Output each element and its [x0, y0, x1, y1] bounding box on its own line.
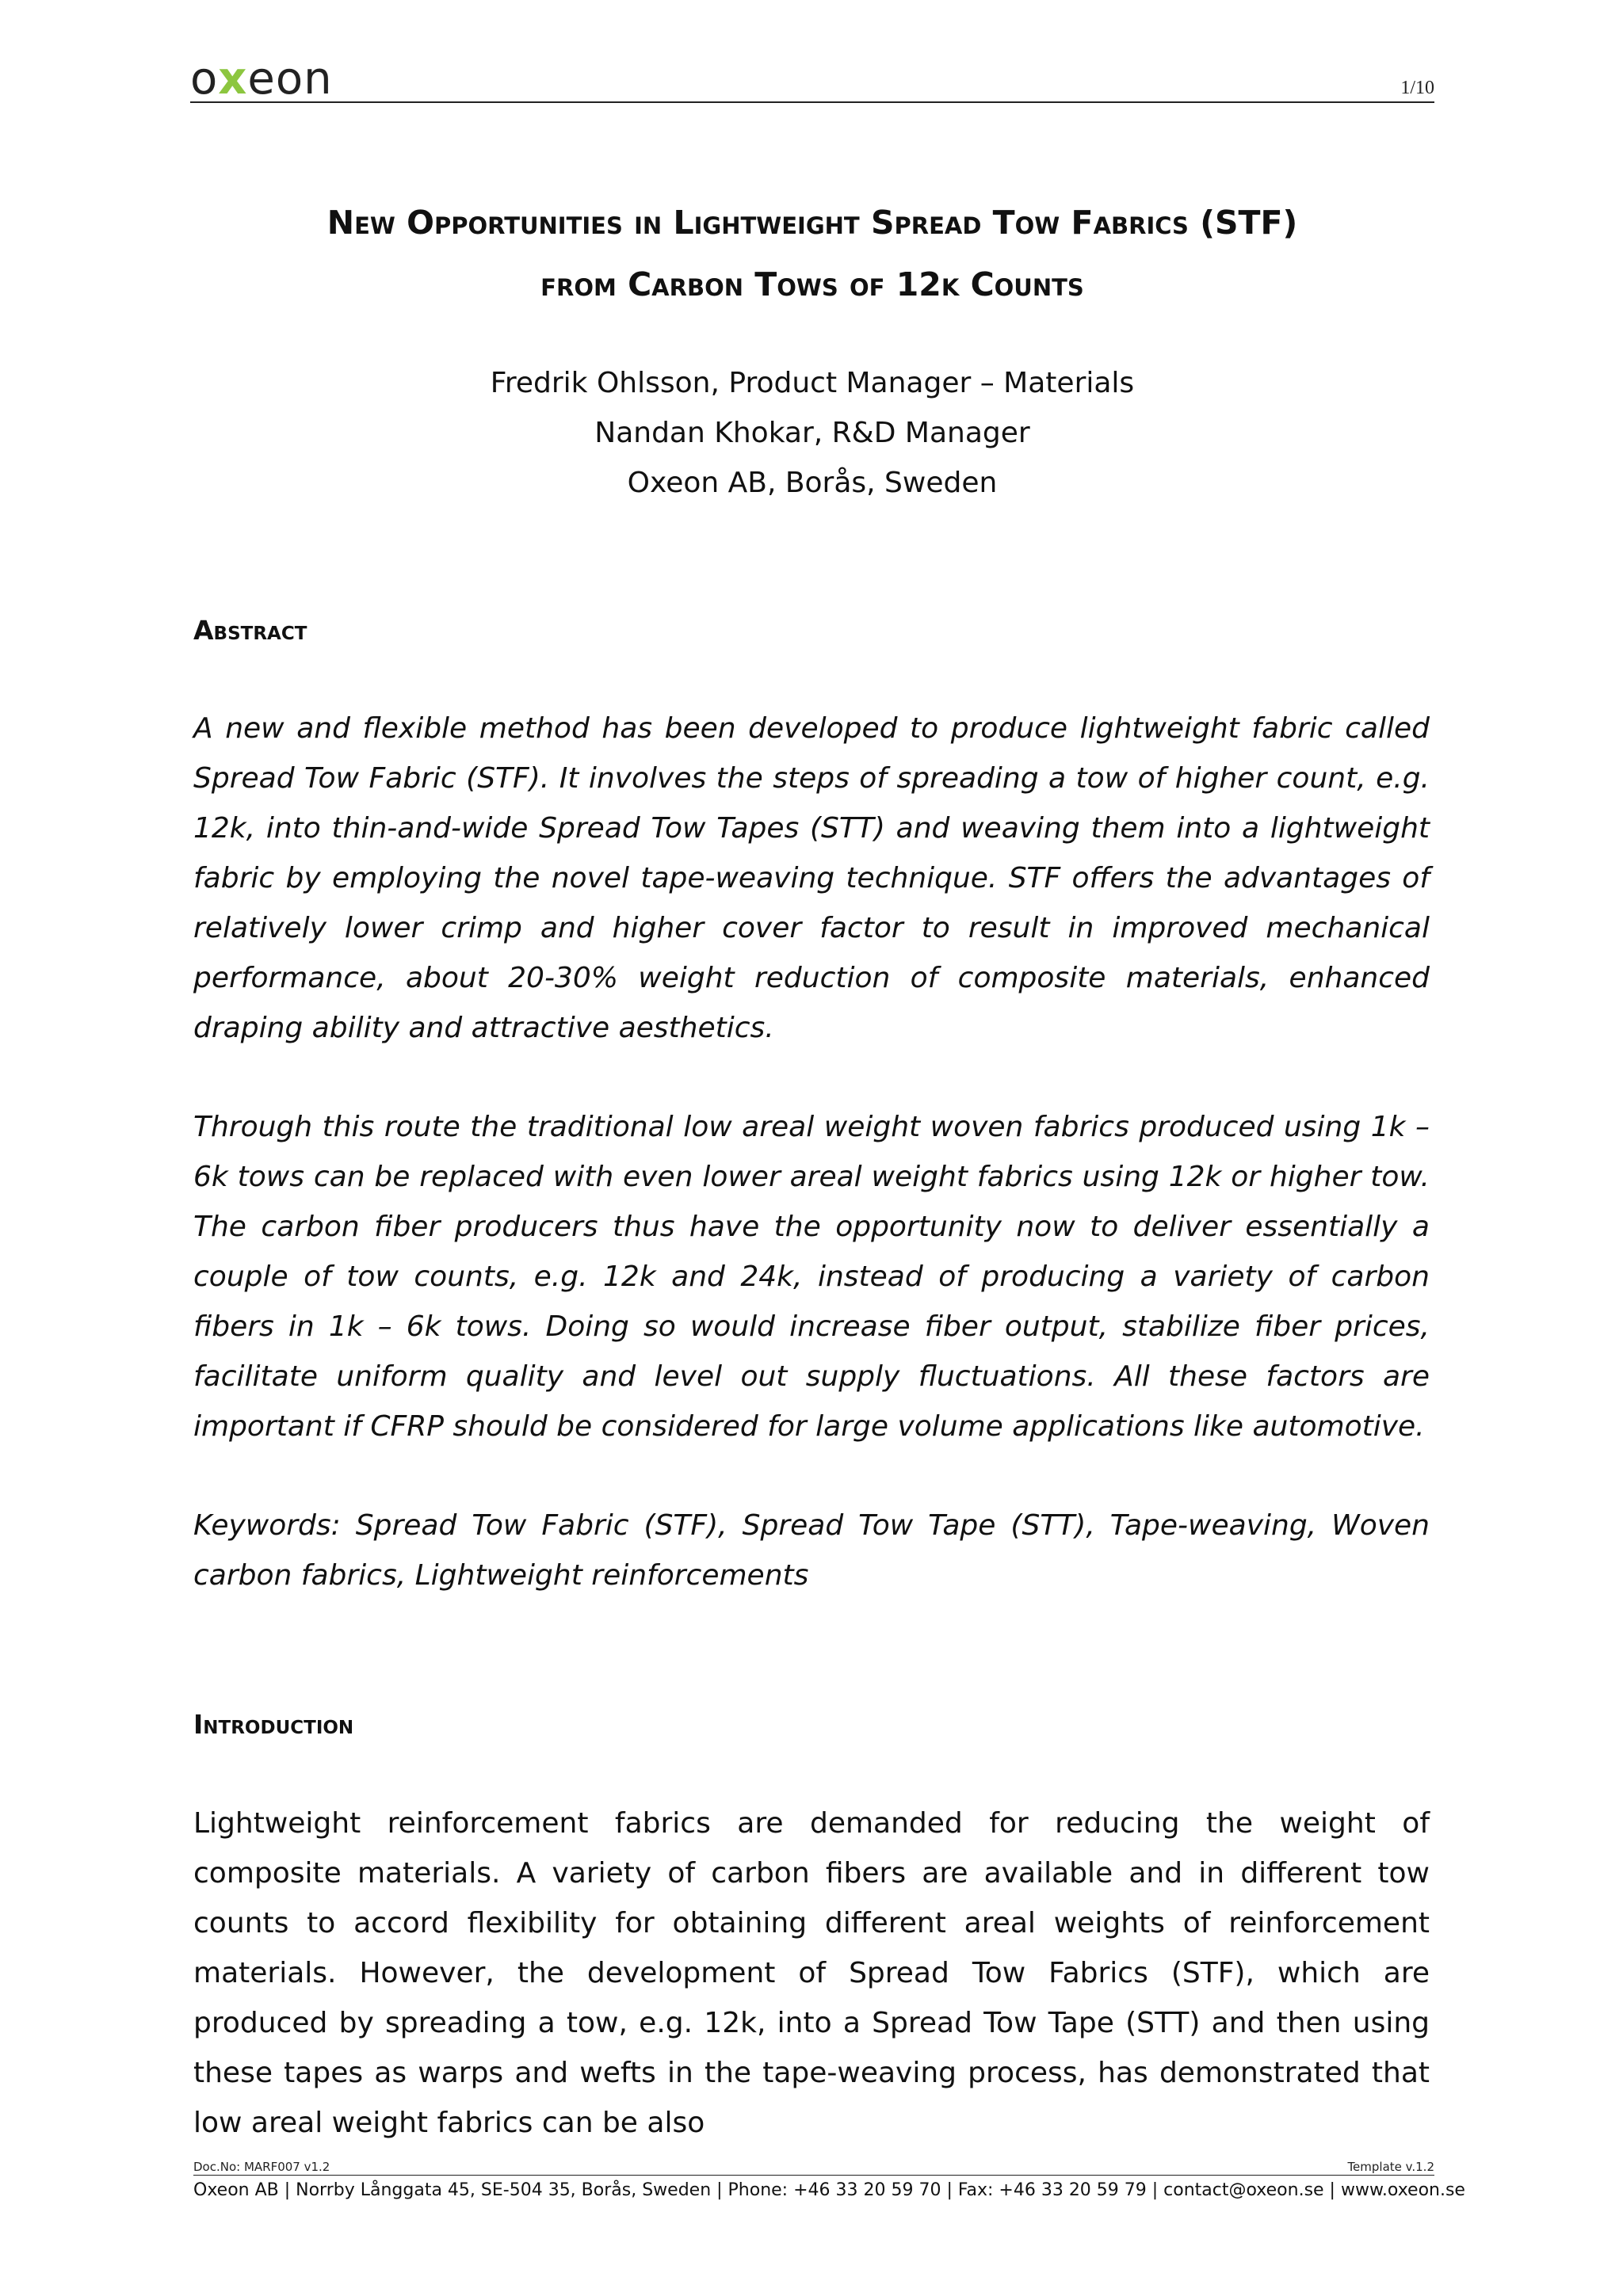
abstract-paragraph-2: Through this route the traditional low areal weight woven fabrics produced using 1k – 6k tows can be replaced with even lower areal weight fabrics using 12k or higher tow. The carbon fiber producers thus have the opportunity now to deliver essentially a couple of tow counts, e.g. 12k and 24k, instead of producing a variety of carbon fibers in 1k – 6k tows. Doing so would increase fiber output, stabilize fiber prices, facilitate uniform quality and level out supply fluctuations. All these factors are important if CFRP should be considered for large volume applications like automotive.	[193, 1111, 1430, 1443]
footer-contact: Oxeon AB | Norrby Långgata 45, SE-504 35, Borås, Sweden | Phone: +46 33 20 59 70 | Fax: +46 33 20 59 79 | contact@oxeon.se | www.oxeon.se	[193, 2180, 1465, 2200]
header-divider	[190, 101, 1434, 103]
affiliation-line: Oxeon AB, Borås, Sweden	[627, 467, 998, 499]
logo-text-o: o	[190, 53, 219, 105]
title-line-1: New Opportunities in Lightweight Spread Tow Fabrics (STF)	[327, 204, 1298, 242]
title-line-2: from Carbon Tows of 12k Counts	[540, 265, 1084, 303]
logo-text-x: x	[218, 53, 248, 105]
doc-number: Doc.No: MARF007 v1.2	[193, 2160, 330, 2174]
author-block	[190, 358, 1434, 508]
author-line-2: Nandan Khokar, R&D Manager	[594, 417, 1030, 449]
introduction-paragraph: Lightweight reinforcement fabrics are demanded for reducing the weight of composite materials. A variety of carbon fibers are available and in different tow counts to accord flexibility for obtaining different areal weights of reinforcement materials. However, the development of Spread Tow Fabrics (STF), which are produced by spreading a tow, e.g. 12k, into a Spread Tow Tape (STT) and then using these tapes as warps and wefts in the tape-weaving process, has demonstrated that low areal weight fabrics can be also	[193, 1807, 1430, 2139]
paper-title	[190, 192, 1434, 315]
oxeon-logo	[190, 53, 333, 105]
introduction-heading: Introduction	[193, 1709, 354, 1740]
logo-text-eon: eon	[247, 53, 333, 105]
abstract-heading: Abstract	[193, 615, 307, 646]
page-number: 1/10	[1400, 78, 1434, 98]
abstract-paragraph-1: A new and flexible method has been developed to produce lightweight fabric called Spread Tow Fabric (STF). It involves the steps of spreading a tow of higher count, e.g. 12k, into thin-and-wide Spread Tow Tapes (STT) and weaving them into a lightweight fabric by employing the novel tape-weaving technique. STF offers the advantages of relatively lower crimp and higher cover factor to result in improved mechanical performance, about 20-30% weight reduction of composite materials, enhanced draping ability and attractive aesthetics.	[193, 712, 1430, 1044]
keywords-paragraph: Keywords: Spread Tow Fabric (STF), Spread Tow Tape (STT), Tape-weaving, Woven carbon fabrics, Lightweight reinforcements	[193, 1509, 1430, 1592]
author-line-1: Fredrik Ohlsson, Product Manager – Materials	[490, 367, 1135, 399]
footer-divider	[193, 2175, 1434, 2176]
template-version: Template v.1.2	[1347, 2160, 1434, 2174]
